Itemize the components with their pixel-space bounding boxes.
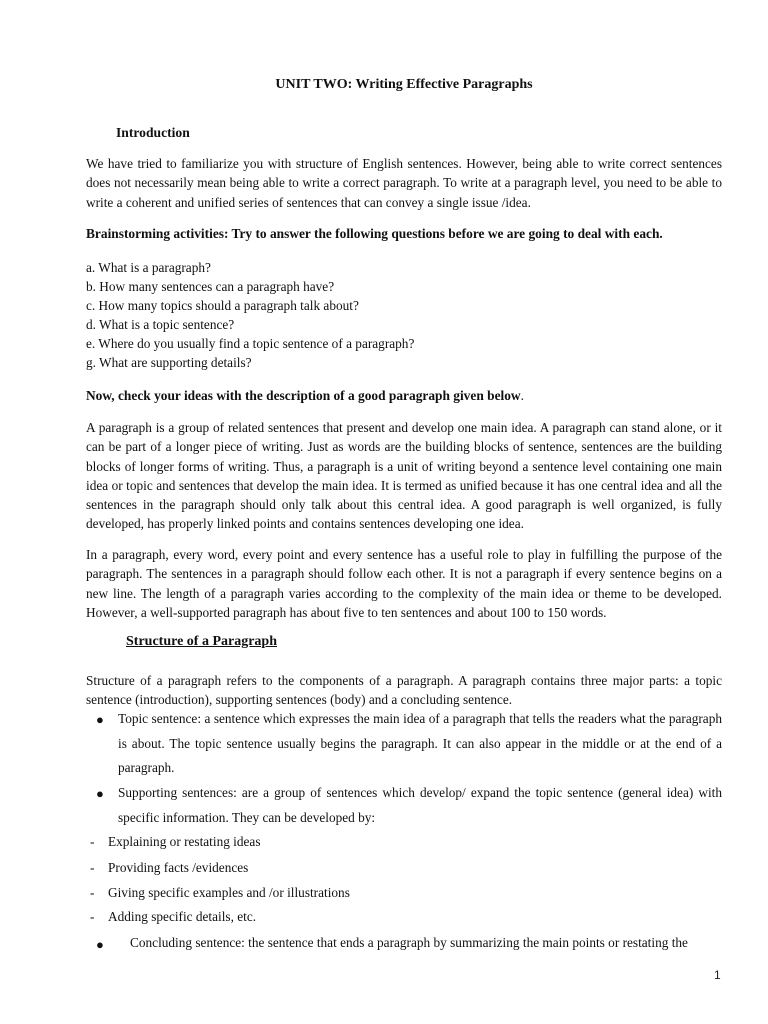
introduction-heading: Introduction	[116, 125, 190, 140]
page-number: 1	[714, 968, 721, 982]
dash-item-text: Adding specific details, etc.	[108, 909, 257, 924]
question-list	[86, 258, 414, 372]
list-item: e. Where do you usually find a topic sentence of a paragraph?	[86, 336, 415, 351]
bullet-topic-sentence: Topic sentence: a sentence which expresses the main idea of a paragraph that tells the readers what the paragraph is about. The topic sentence usually begins the paragraph. It can also appear in the middle or at the end of a paragraph.	[118, 711, 722, 775]
list-item: b. How many sentences can a paragraph have?	[86, 279, 335, 294]
dash-list-item: - Giving specific examples and /or illustrations	[90, 885, 350, 900]
dash-item-text: Providing facts /evidences	[108, 860, 249, 875]
list-item: c. How many topics should a paragraph talk about?	[86, 298, 359, 313]
introduction-text: We have tried to familiarize you with structure of English sentences. However, being able to write correct sentences does not necessarily mean being able to write a correct paragraph. To write at a paragraph level, you need to be able to write a coherent and unified series of sentences that can convey a single issue /idea.	[86, 156, 722, 210]
check-ideas-bold: Now, check your ideas with the description of a good paragraph given below	[86, 388, 521, 403]
list-item: a. What is a paragraph?	[86, 260, 211, 275]
bullet-icon: ●	[96, 937, 104, 952]
dash-list-item: - Providing facts /evidences	[90, 860, 249, 875]
bullet-supporting-sentences: Supporting sentences: are a group of sentences which develop/ expand the topic sentence (general idea) with specific information. They can be developed by:	[118, 785, 722, 825]
paragraph-role: In a paragraph, every word, every point and every sentence has a useful role to play in fulfilling the purpose of the paragraph. The sentences in a paragraph should follow each other. It is not a paragraph if every sentence begins on a new line. The length of a paragraph varies according to the complexity of the main idea or theme to be developed. However, a well-supported paragraph has about five to ten sentences and about 100 to 150 words.	[86, 547, 722, 620]
dash-list-item: - Adding specific details, etc.	[90, 909, 257, 924]
structure-heading: Structure of a Paragraph	[126, 634, 277, 649]
list-item: d. What is a topic sentence?	[86, 317, 235, 332]
bullet-concluding-sentence: Concluding sentence: the sentence that ends a paragraph by summarizing the main points or restating the	[130, 935, 688, 950]
check-ideas-line	[86, 388, 524, 404]
brainstorming-prompt: Brainstorming activities: Try to answer the following questions before we are going to deal with each.	[86, 226, 663, 241]
list-item: g. What are supporting details?	[86, 355, 252, 370]
bullet-icon: ●	[96, 712, 104, 727]
paragraph-definition: A paragraph is a group of related sentences that present and develop one main idea. A paragraph can stand alone, or it can be part of a longer piece of writing. Just as words are the building blocks of sentence, sentences are the building blocks of longer forms of writing. Thus, a paragraph is a unit of writing beyond a sentence level containing one main idea or topic and sentences that develop the main idea. It is termed as unified because it has one central idea and all the sentences in the paragraph should only talk about this central idea. A good paragraph is well organized, is fully developed, has properly linked points and contains sentences developing one idea.	[86, 420, 722, 532]
document-title: UNIT TWO: Writing Effective Paragraphs	[275, 77, 533, 92]
check-ideas-end: .	[520, 388, 524, 403]
dash-item-text: Giving specific examples and /or illustrations	[108, 885, 350, 900]
dash-item-text: Explaining or restating ideas	[108, 834, 261, 849]
structure-text: Structure of a paragraph refers to the components of a paragraph. A paragraph contains three major parts: a topic sentence (introduction), supporting sentences (body) and a concluding sentence.	[86, 673, 722, 708]
bullet-icon: ●	[96, 786, 104, 801]
dash-list-item: - Explaining or restating ideas	[90, 834, 261, 849]
